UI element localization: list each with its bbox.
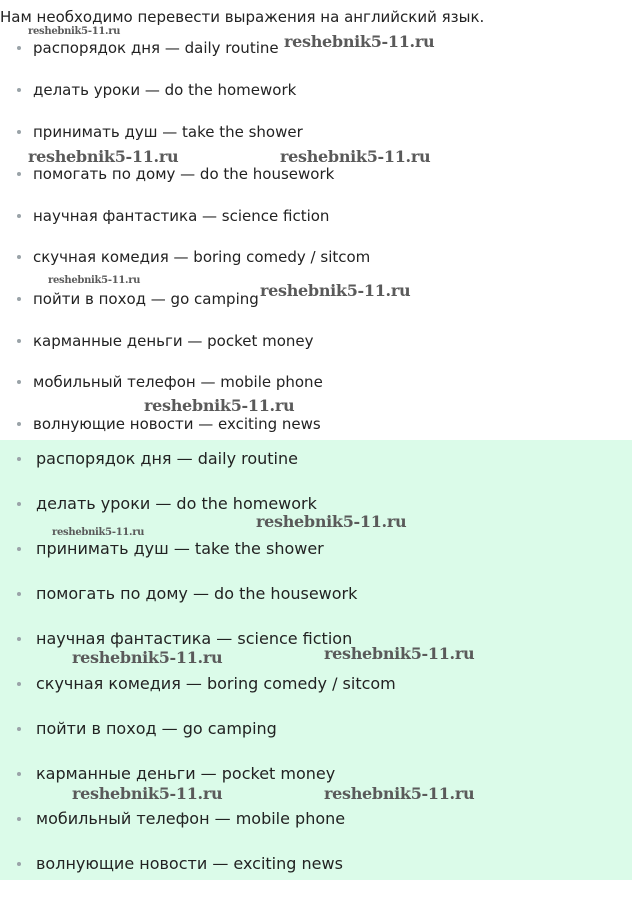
list-item: делать уроки — do the homework bbox=[33, 81, 297, 99]
list-item: волнующие новости — exciting news bbox=[33, 415, 321, 433]
list-item: волнующие новости — exciting news bbox=[36, 854, 343, 873]
watermark-text: reshebnik5-11.ru bbox=[324, 784, 475, 803]
watermark-text: reshebnik5-11.ru bbox=[260, 281, 411, 300]
watermark-text: reshebnik5-11.ru bbox=[144, 396, 295, 415]
watermark-text: reshebnik5-11.ru bbox=[52, 527, 145, 538]
watermark-text: reshebnik5-11.ru bbox=[284, 32, 435, 51]
watermark-text: reshebnik5-11.ru bbox=[72, 648, 223, 667]
list-item: помогать по дому — do the housework bbox=[36, 584, 358, 603]
list-item: распорядок дня — daily routine bbox=[36, 449, 298, 468]
phrase-list-plain bbox=[33, 0, 593, 440]
watermark-text: reshebnik5-11.ru bbox=[48, 275, 141, 286]
list-item: пойти в поход — go camping bbox=[33, 290, 259, 308]
list-item: принимать душ — take the shower bbox=[33, 123, 303, 141]
list-item: скучная комедия — boring comedy / sitcom bbox=[33, 248, 371, 266]
list-item: скучная комедия — boring comedy / sitcom bbox=[36, 674, 396, 693]
list-item: пойти в поход — go camping bbox=[36, 719, 277, 738]
list-item: помогать по дому — do the housework bbox=[33, 165, 335, 183]
watermark-text: reshebnik5-11.ru bbox=[324, 644, 475, 663]
watermark-text: reshebnik5-11.ru bbox=[256, 512, 407, 531]
list-item: распорядок дня — daily routine bbox=[33, 39, 279, 57]
list-item: карманные деньги — pocket money bbox=[36, 764, 336, 783]
list-item: принимать душ — take the shower bbox=[36, 539, 324, 558]
list-item: научная фантастика — science fiction bbox=[33, 207, 330, 225]
watermark-text: reshebnik5-11.ru bbox=[72, 784, 223, 803]
watermark-text: reshebnik5-11.ru bbox=[28, 26, 121, 37]
list-item: делать уроки — do the homework bbox=[36, 494, 317, 513]
list-item: карманные деньги — pocket money bbox=[33, 332, 314, 350]
watermark-text: reshebnik5-11.ru bbox=[28, 147, 179, 166]
list-item: мобильный телефон — mobile phone bbox=[36, 809, 346, 828]
list-item: мобильный телефон — mobile phone bbox=[33, 373, 323, 391]
intro-text: Нам необходимо перевести выражения на английский язык. bbox=[0, 8, 485, 26]
watermark-text: reshebnik5-11.ru bbox=[280, 147, 431, 166]
list-item: научная фантастика — science fiction bbox=[36, 629, 353, 648]
